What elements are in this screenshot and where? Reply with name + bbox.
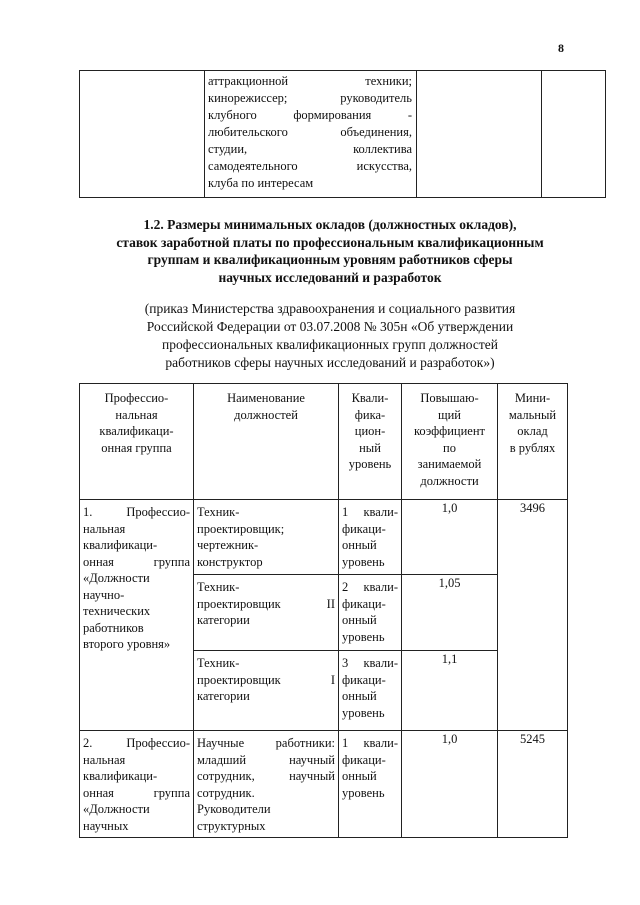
description-line: кинорежиссер; руководитель <box>208 91 412 105</box>
page-number: 8 <box>558 41 564 55</box>
order-line: Российской Федерации от 03.07.2008 № 305н «Об утверждении <box>146 319 514 334</box>
position-cell: Техник- проектировщик II категории <box>194 575 339 651</box>
description-line: самодеятельного искусства, <box>208 159 412 173</box>
order-line: работников сферы научных исследований и разработок») <box>165 355 495 370</box>
order-reference <box>70 300 590 372</box>
salary-cell: 5245 <box>498 731 568 838</box>
continuation-empty-cell <box>80 71 205 198</box>
group-cell: 2. Профессио- нальная квалификаци- онная группа «Должности научных <box>80 731 194 838</box>
coefficient-cell: 1,05 <box>402 575 498 651</box>
position-cell: Научные работники: младший научный сотрудник, научный сотрудник. Руководители структурных <box>194 731 339 838</box>
section-title <box>70 216 590 286</box>
salary-cell: 3496 <box>498 500 568 731</box>
description-line: аттракционной техники; <box>208 74 412 88</box>
continuation-description-cell <box>205 71 417 198</box>
level-cell: 1 квали- фикаци- онный уровень <box>339 731 402 838</box>
table-row <box>80 731 568 838</box>
position-cell: Техник- проектировщик I категории <box>194 651 339 731</box>
table-row <box>80 500 568 575</box>
header-position-name: Наименование должностей <box>194 384 339 500</box>
header-min-salary: Мини- мальный оклад в рублях <box>498 384 568 500</box>
description-line: любительского объединения, <box>208 125 412 139</box>
continuation-table <box>79 70 606 198</box>
title-line: группам и квалификационным уровням работников сферы <box>147 252 513 267</box>
continuation-empty-cell <box>542 71 606 198</box>
level-cell: 2 квали- фикаци- онный уровень <box>339 575 402 651</box>
header-qualification-level: Квали- фика- цион- ный уровень <box>339 384 402 500</box>
title-line: научных исследований и разработок <box>218 269 442 285</box>
continuation-empty-cell <box>417 71 542 198</box>
title-line: 1.2. Размеры минимальных окладов (должностных окладов), <box>143 217 517 232</box>
order-line: (приказ Министерства здравоохранения и социального развития <box>144 301 516 316</box>
group-cell: 1. Профессио- нальная квалификаци- онная группа «Должности научно- технических работников второго уровня» <box>80 500 194 731</box>
coefficient-cell: 1,1 <box>402 651 498 731</box>
coefficient-cell: 1,0 <box>402 500 498 575</box>
coefficient-cell: 1,0 <box>402 731 498 838</box>
order-line: профессиональных квалификационных групп должностей <box>161 337 498 352</box>
description-line: клубного формирования - <box>208 108 412 122</box>
description-line: клуба по интересам <box>208 176 314 190</box>
position-cell: Техник- проектировщик; чертежник- конструктор <box>194 500 339 575</box>
level-cell: 1 квали- фикаци- онный уровень <box>339 500 402 575</box>
description-line: студии, коллектива <box>208 142 412 156</box>
header-qualification-group: Профессио- нальная квалификаци- онная группа <box>80 384 194 500</box>
level-cell: 3 квали- фикаци- онный уровень <box>339 651 402 731</box>
salary-table <box>79 383 568 838</box>
header-coefficient: Повышаю- щий коэффициент по занимаемой должности <box>402 384 498 500</box>
title-line: ставок заработной платы по профессиональным квалификационным <box>116 234 544 250</box>
